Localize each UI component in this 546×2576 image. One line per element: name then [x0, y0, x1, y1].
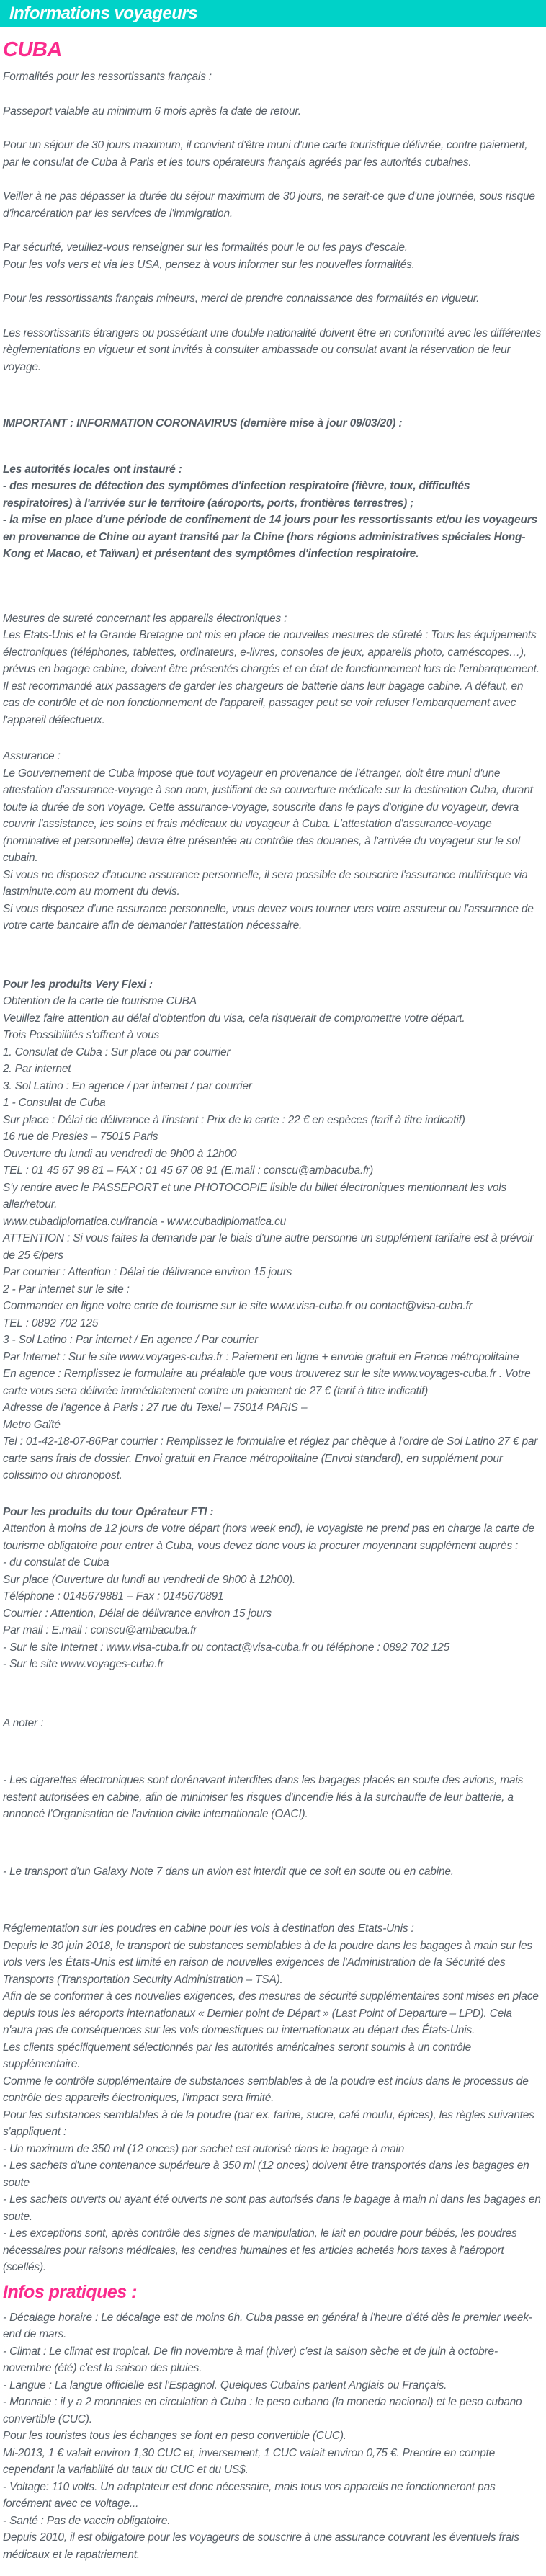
paragraph: - Sur le site Internet : www.visa-cuba.fr ou contact@visa-cuba.fr ou téléphone : 0892 702 125 [3, 1641, 450, 1654]
spacer [3, 1732, 542, 1772]
paragraph: Metro Gaïté [3, 1418, 61, 1431]
bold-paragraph: Pour les produits du tour Opérateur FTI : [3, 1505, 214, 1518]
spacer [3, 120, 542, 137]
paragraph: www.cubadiplomatica.cu/francia - www.cubadiplomatica.cu [3, 1215, 287, 1228]
paragraph: - Voltage: 110 volts. Un adaptateur est donc nécessaire, mais tous vos appareils ne fonctionneront pas forcément avec ce voltage... [3, 2480, 496, 2510]
spacer [3, 728, 542, 748]
paragraph: - Langue : La langue officielle est l'Espagnol. Quelques Cubains parlent Anglais ou Français. [3, 2379, 447, 2392]
bold-paragraph: - la mise en place d'une période de confinement de 14 jours pour les ressortissants et/ou les voyageurs en provenance de Chine ou ayant transité par la Chine (hors régions administratives spéciales Hong-Kong et Macao, et Taïwan) et présentant des symptômes d'infection respiratoire. [3, 514, 537, 561]
spacer [3, 1880, 542, 1920]
paragraph: Tel : 01-42-18-07-86Par courrier : Remplissez le formulaire et réglez par chèque à l'ordre de Sol Latino 27 € par carte sans frais de dossier. Envoi gratuit en France métropolitaine (Envoi standard), en supplément pour colissimo ou chronopost. [3, 1435, 538, 1482]
paragraph: Réglementation sur les poudres en cabine pour les vols à destination des Etats-Unis : [3, 1922, 414, 1935]
section-heading: Infos pratiques : [3, 2281, 137, 2302]
paragraph: - Les sachets ouverts ou ayant été ouverts ne sont pas autorisés dans le bagage à main ni dans les bagages en soute. [3, 2193, 541, 2223]
paragraph: - Les cigarettes électroniques sont dorénavant interdites dans les bagages placés en soute des avions, mais restent autorisées en cabine, afin de minimiser les risques d'incendie liés à la surchauffe de leur batterie, a annoncé l'Organisation de l'aviation civile internationale (OACI). [3, 1774, 524, 1821]
paragraph: - Les exceptions sont, après contrôle des signes de manipulation, le lait en poudre pour bébés, les poudres nécessaires pour raisons médicales, les cendres humaines et les articles achetés hors taxes à l'aéroport (scellés). [3, 2227, 517, 2274]
paragraph: Depuis 2010, il est obligatoire pour les voyageurs de souscrire à une assurance couvrant les éventuels frais médicaux et le rapatriement. [3, 2531, 519, 2561]
bold-paragraph: Pour les produits Very Flexi : [3, 978, 153, 991]
paragraph: Comme le contrôle supplémentaire de substances semblables à de la poudre est inclus dans le processus de contrôle des appareils électroniques, l'impact sera limité. [3, 2074, 529, 2105]
paragraph: S'y rendre avec le PASSEPORT et une PHOTOCOPIE lisible du billet électroniques mentionnant les vols aller/retour. [3, 1181, 507, 1211]
spacer [3, 1823, 542, 1863]
paragraph: Obtention de la carte de tourisme CUBA [3, 995, 197, 1008]
page-header [0, 0, 546, 27]
paragraph: Sur place : Délai de délivrance à l'instant : Prix de la carte : 22 € en espèces (tarif à titre indicatif) [3, 1113, 465, 1126]
spacer [3, 273, 542, 290]
paragraph: En agence : Remplissez le formulaire au préalable que vous trouverez sur le site www.voyages-cuba.fr . Votre carte vous sera délivrée immédiatement contre un paiement de 27 € (tarif à titre indicatif) [3, 1368, 531, 1397]
spacer [3, 1673, 542, 1715]
paragraph: Courrier : Attention, Délai de délivrance environ 15 jours [3, 1607, 272, 1620]
paragraph: 2 - Par internet sur le site : [3, 1283, 130, 1296]
paragraph: Veiller à ne pas dépasser la durée du séjour maximum de 30 jours, ne serait-ce que d'une journée, sous risque d'incarcération par les services de l'immigration. [3, 190, 535, 220]
paragraph: Il est recommandé aux passagers de garder les chargeurs de batterie dans leur bagage cabine. A défaut, en cas de contrôle et de non fonctionnement de l'appareil, passager peut se voir refuser l'embarquement avec l'appareil défectueux. [3, 679, 524, 726]
spacer [3, 86, 542, 103]
paragraph: 2. Par internet [3, 1063, 71, 1076]
paragraph: TEL : 0892 702 125 [3, 1316, 99, 1329]
paragraph: Formalités pour les ressortissants français : [3, 71, 212, 84]
bold-paragraph: Les autorités locales ont instauré : [3, 463, 182, 476]
paragraph: Mesures de sureté concernant les appareils électroniques : [3, 612, 287, 625]
paragraph: Par Internet : Sur le site www.voyages-cuba.fr : Paiement en ligne + envoie gratuit en France métropolitaine [3, 1350, 519, 1363]
paragraph: Ouverture du lundi au vendredi de 9h00 à 12h00 [3, 1147, 237, 1160]
paragraph: 16 rue de Presles – 75015 Paris [3, 1131, 158, 1144]
spacer [3, 308, 542, 325]
paragraph: 1. Consulat de Cuba : Sur place ou par courrier [3, 1046, 231, 1059]
spacer [3, 222, 542, 239]
paragraph: Pour les vols vers et via les USA, pensez à vous informer sur les nouvelles formalités. [3, 258, 415, 271]
paragraph: Adresse de l'agence à Paris : 27 rue du Texel – 75014 PARIS – [3, 1401, 308, 1414]
page-header-title: Informations voyageurs [9, 3, 198, 23]
paragraph: - Décalage horaire : Le décalage est de moins 6h. Cuba passe en général à l'heure d'été dès le premier week-end de mars. [3, 2311, 532, 2341]
paragraph: Veuillez faire attention au délai d'obtention du visa, cela risquerait de compromettre votre départ. [3, 1012, 465, 1025]
paragraph: 1 - Consulat de Cuba [3, 1097, 106, 1110]
paragraph: - Monnaie : il y a 2 monnaies en circulation à Cuba : le peso cubano (la moneda nacional) et le peso cubano convertible (CUC). [3, 2396, 522, 2425]
paragraph: - Sur le site www.voyages-cuba.fr [3, 1658, 164, 1671]
paragraph: - Un maximum de 350 ml (12 onces) par sachet est autorisé dans le bagage à main [3, 2142, 405, 2155]
paragraph: Passeport valable au minimum 6 mois après la date de retour. [3, 104, 301, 117]
paragraph: Commander en ligne votre carte de tourisme sur le site www.visa-cuba.fr ou contact@visa-cuba.fr [3, 1300, 473, 1313]
paragraph: Assurance : [3, 750, 61, 763]
paragraph: ATTENTION : Si vous faites la demande par le biais d'une autre personne un supplément tarifaire est à prévoir de 25 €/pers [3, 1232, 534, 1262]
paragraph: Par courrier : Attention : Délai de délivrance environ 15 jours [3, 1266, 292, 1279]
paragraph: Par mail : E.mail : conscu@ambacuba.fr [3, 1624, 197, 1637]
paragraph: TEL : 01 45 67 98 81 – FAX : 01 45 67 08 91 (E.mail : conscu@ambacuba.fr) [3, 1164, 374, 1177]
paragraph: Depuis le 30 juin 2018, le transport de substances semblables à de la poudre dans les bagages à main sur les vols vers les États-Unis est limité en raison de nouvelles exigences de l'Administration de la Sécurité des Transports (Transportation Security Administration – TSA). [3, 1939, 532, 1986]
paragraph: Pour un séjour de 30 jours maximum, il convient d'être muni d'une carte touristique délivrée, contre paiement, par le consulat de Cuba à Paris et les tours opérateurs français agréés par les autorités cubaines. [3, 139, 528, 169]
paragraph: Si vous disposez d'une assurance personnelle, vous devez vous tourner vers votre assureur ou l'assurance de votre carte bancaire afin de demander l'attestation nécessaire. [3, 902, 534, 932]
spacer [3, 563, 542, 610]
paragraph: - Le transport d'un Galaxy Note 7 dans un avion est interdit que ce soit en soute ou en cabine. [3, 1865, 454, 1878]
paragraph: Les Etats-Unis et la Grande Bretagne ont mis en place de nouvelles mesures de sûreté : Tous les équipements électroniques (téléphones, tablettes, ordinateurs, e-livres, consoles de jeux, appareils photo, caméscopes…), prévus en bagage cabine, doivent être présentés chargés et en état de fonctionnement lors de l'embarquement. [3, 629, 540, 676]
paragraph: Les clients spécifiquement sélectionnés par les autorités américaines seront soumis à un contrôle supplémentaire. [3, 2041, 472, 2071]
paragraph: - du consulat de Cuba [3, 1556, 109, 1569]
spacer [3, 171, 542, 188]
paragraph: 3 - Sol Latino : Par internet / En agence / Par courrier [3, 1334, 259, 1347]
paragraph: Le Gouvernement de Cuba impose que tout voyageur en provenance de l'étranger, doit être muni d'une attestation d'assurance-voyage à son nom, justifiant de sa couverture médicale sur la destination Cuba, durant toute la durée de son voyage. Cette assurance-voyage, souscrite dans le pays d'origine du voyageur, devra couvrir l'assistance, les soins et frais médicaux du voyageur à Cuba. L'attestation d'assurance-voyage (nominative et personnelle) devra être présentée au contrôle des douanes, à l'arrivée du voyageur sur le sol cubain. [3, 767, 533, 865]
bold-paragraph: - des mesures de détection des symptômes d'infection respiratoire (fièvre, toux, difficultés respiratoires) à l'arrivée sur le territoire (aéroports, ports, frontières terrestres) ; [3, 480, 470, 509]
paragraph: Sur place (Ouverture du lundi au vendredi de 9h00 à 12h00). [3, 1573, 296, 1586]
spacer [3, 935, 542, 976]
paragraph: - Les sachets d'une contenance supérieure à 350 ml (12 onces) doivent être transportés dans les bagages en soute [3, 2160, 529, 2189]
spacer [3, 1484, 542, 1504]
paragraph: Téléphone : 0145679881 – Fax : 0145670891 [3, 1590, 224, 1603]
page-title: CUBA [3, 38, 62, 61]
paragraph: - Santé : Pas de vaccin obligatoire. [3, 2514, 171, 2527]
paragraph: Mi-2013, 1 € valait environ 1,30 CUC et, inversement, 1 CUC valait environ 0,75 €. Prendre en compte cependant la variabilité du taux du CUC et du US$. [3, 2446, 496, 2477]
paragraph: Pour les touristes tous les échanges se font en peso convertible (CUC). [3, 2430, 346, 2443]
paragraph: 3. Sol Latino : En agence / par internet / par courrier [3, 1079, 252, 1092]
paragraph: Trois Possibilités s'offrent à vous [3, 1029, 160, 1042]
spacer [3, 432, 542, 461]
paragraph: Afin de se conformer à ces nouvelles exigences, des mesures de sécurité supplémentaires sont mises en place depuis tous les aéroports internationaux « Dernier point de Départ » (Last Point of Departure – LPD). Cela n'aura pas de conséquences sur les vols domestiques ou internationaux au départ des États-Unis. [3, 1990, 539, 2037]
paragraph: Par sécurité, veuillez-vous renseigner sur les formalités pour le ou les pays d'escale. [3, 241, 408, 254]
paragraph: Pour les substances semblables à de la poudre (par ex. farine, sucre, café moulu, épices), les règles suivantes s'appliquent : [3, 2108, 534, 2139]
paragraph: Si vous ne disposez d'aucune assurance personnelle, il sera possible de souscrire l'assurance multirisque via lastminute.com au moment du devis. [3, 868, 528, 899]
paragraph: A noter : [3, 1716, 44, 1729]
paragraph: Les ressortissants étrangers ou possédant une double nationalité doivent être en conformité avec les différentes règlementations en vigueur et sont invités à consulter ambassade ou consulat avant la réservation de leur voyage. [3, 326, 542, 373]
paragraph: Attention à moins de 12 jours de votre départ (hors week end), le voyagiste ne prend pas en charge la carte de tourisme obligatoire pour entrer à Cuba, vous devez donc vous la procurer moyennant supplément auprès : [3, 1523, 534, 1552]
document-body [0, 27, 546, 2576]
paragraph: - Climat : Le climat est tropical. De fin novembre à mai (hiver) c'est la saison sèche et de juin à octobre-novembre (été) c'est la saison des pluies. [3, 2345, 498, 2375]
spacer [3, 375, 542, 415]
bold-paragraph: IMPORTANT : INFORMATION CORONAVIRUS (dernière mise à jour 09/03/20) : [3, 417, 403, 430]
paragraph: Pour les ressortissants français mineurs, merci de prendre connaissance des formalités en vigueur. [3, 293, 480, 306]
